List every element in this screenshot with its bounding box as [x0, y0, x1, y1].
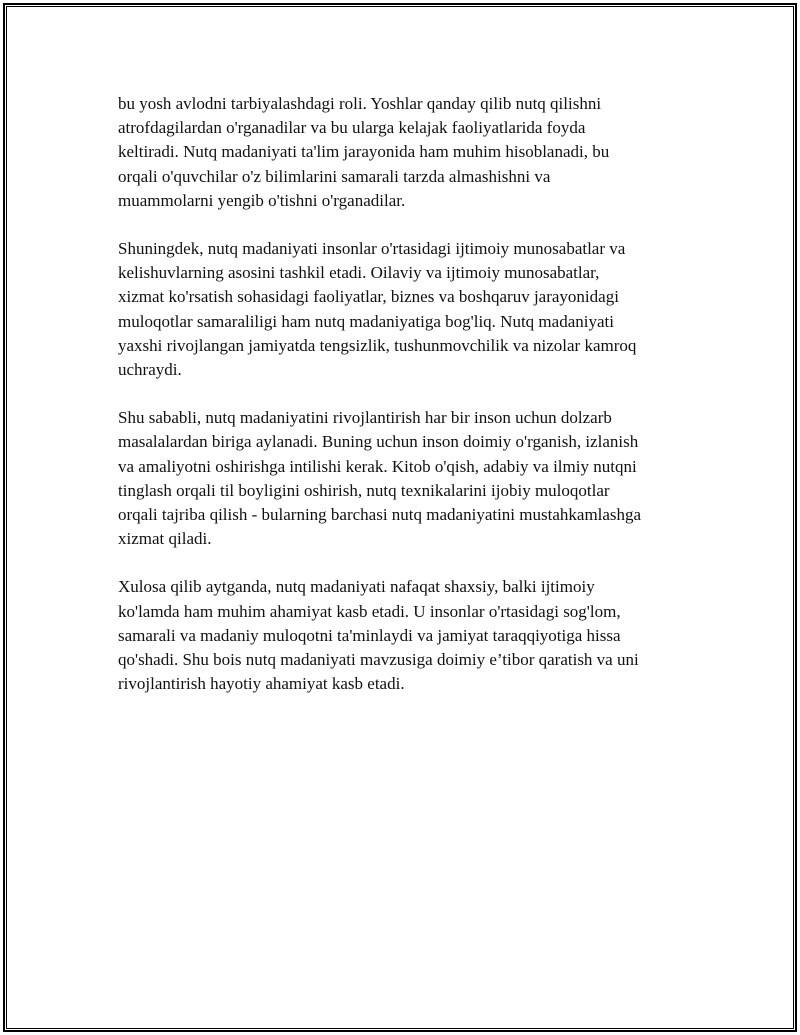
- paragraph-4: [118, 575, 708, 696]
- text-line: masalalardan biriga aylanadi. Buning uchun inson doimiy o'rganish, izlanish: [118, 432, 639, 452]
- text-line: xizmat qiladi.: [118, 529, 212, 549]
- paragraph-2: [118, 237, 708, 382]
- text-line: Shu sababli, nutq madaniyatini rivojlantirish har bir inson uchun dolzarb: [118, 408, 612, 428]
- document-body: [118, 92, 708, 720]
- text-line: muloqotlar samaraliligi ham nutq madaniyatiga bog'liq. Nutq madaniyati: [118, 311, 614, 331]
- paragraph-1: [118, 92, 708, 213]
- text-line: bu yosh avlodni tarbiyalashdagi roli. Yoshlar qanday qilib nutq qilishni: [118, 94, 602, 113]
- text-line: orqali tajriba qilish - bularning barchasi nutq madaniyatini mustahkamlashga: [118, 505, 642, 525]
- text-line: keltiradi. Nutq madaniyati ta'lim jarayonida ham muhim hisoblanadi, bu: [118, 142, 610, 162]
- text-line: ko'lamda ham muhim ahamiyat kasb etadi. U insonlar o'rtasidagi sog'lom,: [118, 601, 621, 621]
- text-line: xizmat ko'rsatish sohasidagi faoliyatlar, biznes va boshqaruv jarayonidagi: [118, 287, 619, 307]
- text-line: rivojlantirish hayotiy ahamiyat kasb etadi.: [118, 674, 405, 694]
- paragraph-3: [118, 406, 708, 551]
- text-line: qo'shadi. Shu bois nutq madaniyati mavzusiga doimiy e’tibor qaratish va uni: [118, 650, 639, 670]
- text-line: uchraydi.: [118, 360, 182, 380]
- text-line: kelishuvlarning asosini tashkil etadi. Oilaviy va ijtimoiy munosabatlar,: [118, 263, 600, 283]
- text-line: yaxshi rivojlangan jamiyatda tengsizlik, tushunmovchilik va nizolar kamroq: [118, 335, 637, 355]
- text-line: atrofdagilardan o'rganadilar va bu ularga kelajak faoliyatlarida foyda: [118, 118, 586, 138]
- text-line: samarali va madaniy muloqotni ta'minlaydi va jamiyat taraqqiyotiga hissa: [118, 625, 621, 645]
- text-line: tinglash orqali til boyligini oshirish, nutq texnikalarini ijobiy muloqotlar: [118, 480, 610, 500]
- text-line: Shuningdek, nutq madaniyati insonlar o'rtasidagi ijtimoiy munosabatlar va: [118, 239, 626, 259]
- text-line: orqali o'quvchilar o'z bilimlarini samarali tarzda almashishni va: [118, 166, 551, 186]
- text-line: va amaliyotni oshirishga intilishi kerak. Kitob o'qish, adabiy va ilmiy nutqni: [118, 456, 637, 476]
- text-line: Xulosa qilib aytganda, nutq madaniyati nafaqat shaxsiy, balki ijtimoiy: [118, 577, 595, 597]
- text-line: muammolarni yengib o'tishni o'rganadilar.: [118, 190, 406, 210]
